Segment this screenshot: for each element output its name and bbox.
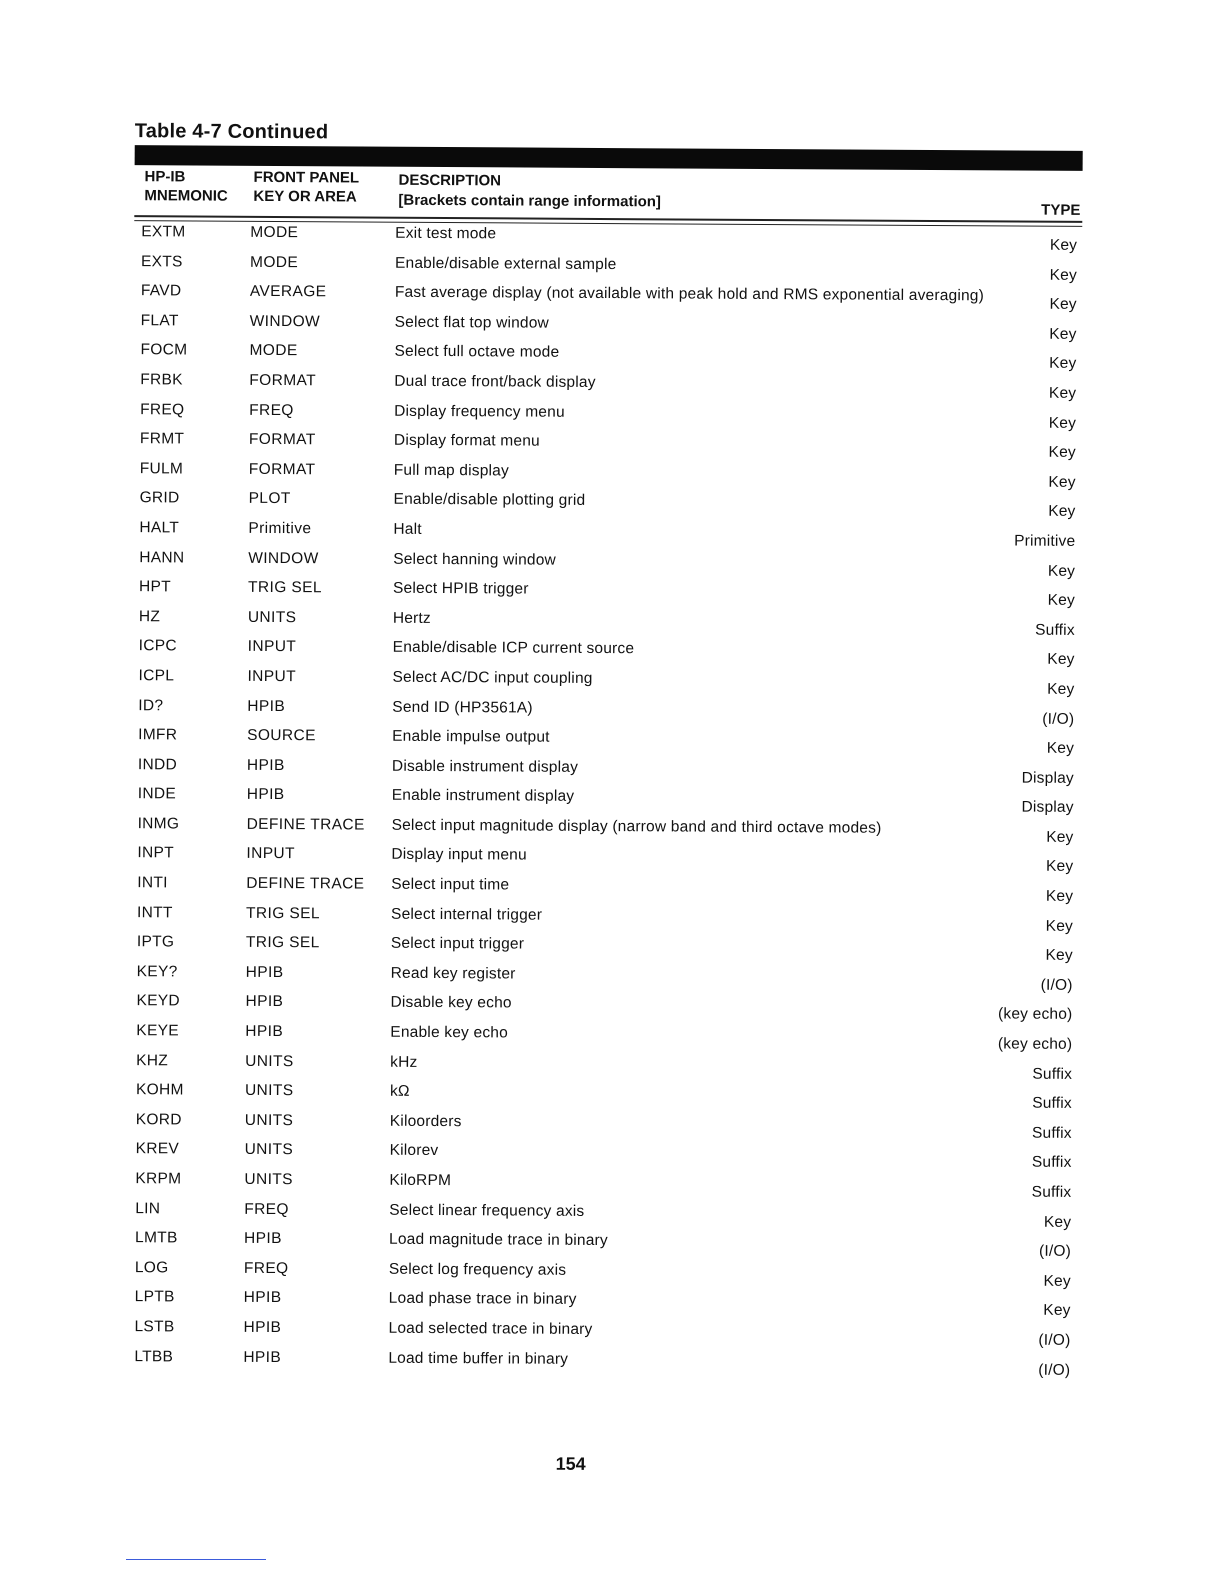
description-cell: Exit test mode: [395, 224, 497, 243]
description-cell: Enable/disable ICP current source: [392, 639, 635, 658]
footer-line: [126, 1559, 266, 1560]
mnemonic-cell: INMG: [137, 815, 180, 833]
description-cell: Disable instrument display: [391, 757, 579, 776]
type-cell: Key: [1045, 887, 1074, 905]
panel-cell: Primitive: [248, 519, 312, 538]
mnemonic-cell: EXTM: [141, 223, 186, 241]
description-cell: Select flat top window: [394, 313, 550, 332]
mnemonic-cell: LMTB: [135, 1229, 178, 1247]
type-cell: Key: [1046, 828, 1074, 846]
mnemonic-cell: LTBB: [134, 1347, 174, 1365]
mnemonic-cell: IMFR: [138, 726, 178, 744]
type-cell: Primitive: [1014, 532, 1076, 550]
type-cell: Key: [1048, 443, 1076, 462]
panel-cell: INPUT: [247, 667, 297, 686]
type-cell: Key: [1049, 236, 1078, 254]
mnemonic-cell: KHZ: [136, 1051, 169, 1069]
description-cell: Send ID (HP3561A): [392, 698, 533, 717]
panel-cell: UNITS: [244, 1111, 294, 1129]
mnemonic-cell: ICPC: [138, 637, 177, 655]
panel-cell: MODE: [250, 223, 299, 242]
description-cell: Select internal trigger: [391, 905, 543, 924]
panel-cell: WINDOW: [249, 312, 321, 331]
description-cell: Enable/disable external sample: [394, 254, 617, 273]
type-cell: Key: [1049, 295, 1077, 314]
mnemonic-cell: HZ: [138, 607, 161, 626]
description-cell: Load magnitude trace in binary: [389, 1230, 608, 1250]
type-cell: (I/O): [1040, 976, 1073, 994]
description-cell: Hertz: [392, 609, 431, 627]
panel-cell: SOURCE: [247, 726, 316, 745]
description-cell: Load time buffer in binary: [388, 1349, 569, 1368]
mnemonic-cell: INDD: [137, 755, 178, 774]
description-cell: Load selected trace in binary: [388, 1319, 593, 1338]
type-cell: Suffix: [1035, 621, 1075, 639]
description-cell: Display frequency menu: [394, 402, 565, 421]
type-cell: (I/O): [1038, 1242, 1072, 1261]
description-cell: Select linear frequency axis: [389, 1201, 585, 1220]
mnemonic-cell: KEYE: [136, 1022, 179, 1040]
mnemonic-cell: HPT: [138, 578, 172, 596]
mnemonic-cell: LOG: [134, 1258, 169, 1277]
header-type: TYPE: [1041, 201, 1081, 219]
panel-cell: WINDOW: [248, 549, 319, 567]
panel-cell: HPIB: [246, 756, 285, 774]
header-description-line1: DESCRIPTION: [398, 171, 502, 190]
description-cell: Enable/disable plotting grid: [393, 491, 586, 510]
type-cell: Key: [1047, 562, 1076, 580]
mnemonic-cell: INDE: [137, 785, 177, 803]
panel-cell: UNITS: [247, 608, 297, 626]
description-cell: Enable key echo: [390, 1023, 508, 1042]
type-cell: Suffix: [1032, 1065, 1073, 1083]
header-panel-line1: FRONT PANEL: [253, 168, 360, 187]
mnemonic-cell: HALT: [139, 519, 180, 537]
description-cell: kHz: [390, 1053, 418, 1071]
type-cell: Key: [1049, 266, 1078, 284]
description-cell: Select HPIB trigger: [392, 579, 529, 598]
mnemonic-cell: KRPM: [135, 1170, 182, 1188]
panel-cell: HPIB: [245, 1022, 284, 1041]
mnemonic-cell: KREV: [135, 1140, 180, 1158]
mnemonic-cell: KEYD: [136, 992, 180, 1010]
panel-cell: MODE: [249, 253, 299, 271]
mnemonic-cell: FLAT: [140, 311, 179, 330]
description-cell: Full map display: [393, 461, 510, 480]
type-cell: Suffix: [1032, 1094, 1072, 1113]
panel-cell: FORMAT: [249, 371, 317, 390]
mnemonic-cell: LPTB: [134, 1288, 175, 1306]
mnemonic-cell: LSTB: [134, 1318, 175, 1336]
panel-cell: UNITS: [244, 1170, 293, 1189]
description-cell: Select hanning window: [393, 550, 557, 569]
panel-cell: MODE: [249, 342, 298, 360]
type-cell: (I/O): [1038, 1361, 1071, 1379]
panel-cell: HPIB: [244, 1230, 282, 1248]
panel-cell: UNITS: [244, 1082, 294, 1100]
type-cell: (key echo): [998, 1005, 1073, 1024]
description-cell: Select input time: [391, 875, 510, 894]
panel-cell: HPIB: [247, 697, 286, 715]
type-cell: (I/O): [1042, 710, 1075, 728]
mnemonic-cell: FRBK: [140, 371, 183, 389]
panel-cell: HPIB: [246, 786, 285, 804]
type-cell: Key: [1048, 473, 1076, 491]
header-description-line2: [Brackets contain range information]: [398, 191, 662, 211]
description-cell: Disable key echo: [390, 994, 512, 1012]
mnemonic-cell: INTT: [137, 903, 173, 922]
page-number: 154: [555, 1453, 586, 1474]
panel-cell: DEFINE TRACE: [246, 874, 365, 893]
type-cell: Key: [1045, 946, 1073, 965]
description-cell: Display format menu: [393, 431, 540, 450]
description-cell: Dual trace front/back display: [394, 372, 596, 391]
mnemonic-cell: FRMT: [139, 430, 185, 448]
type-cell: Suffix: [1031, 1124, 1072, 1142]
panel-cell: UNITS: [244, 1141, 294, 1159]
description-cell: Display input menu: [391, 846, 527, 865]
panel-cell: FREQ: [249, 401, 294, 419]
table-body: [116, 223, 1083, 1383]
type-cell: Display: [1021, 769, 1074, 787]
mnemonic-cell: INTI: [137, 874, 168, 892]
panel-cell: HPIB: [243, 1318, 282, 1337]
type-cell: Key: [1048, 503, 1076, 521]
table-header: [134, 165, 1082, 221]
table-row: [116, 1348, 1076, 1383]
panel-cell: FREQ: [243, 1259, 289, 1277]
description-cell: Kilorev: [389, 1142, 439, 1160]
description-cell: Select input magnitude display (narrow band and third octave modes): [391, 816, 882, 837]
type-cell: Key: [1048, 414, 1077, 432]
mnemonic-cell: HANN: [139, 548, 185, 566]
mnemonic-cell: LIN: [135, 1199, 161, 1217]
table-title: Table 4-7 Continued: [134, 120, 329, 144]
panel-cell: FORMAT: [248, 460, 316, 479]
panel-cell: TRIG SEL: [245, 934, 320, 952]
panel-cell: HPIB: [243, 1348, 282, 1366]
type-cell: Key: [1048, 384, 1077, 402]
mnemonic-cell: EXTS: [140, 252, 183, 271]
description-cell: KiloRPM: [389, 1171, 452, 1190]
panel-cell: TRIG SEL: [247, 578, 322, 597]
type-cell: Key: [1049, 325, 1077, 343]
description-cell: Enable impulse output: [392, 727, 550, 746]
description-cell: Select input trigger: [390, 934, 525, 953]
description-cell: Select full octave mode: [394, 343, 560, 362]
type-cell: Suffix: [1031, 1183, 1072, 1201]
description-cell: Halt: [393, 520, 422, 538]
mnemonic-cell: KEY?: [136, 963, 178, 981]
header-mnemonic-line1: HP-IB: [144, 168, 186, 186]
type-cell: Key: [1047, 651, 1075, 669]
description-cell: Enable instrument display: [391, 787, 575, 806]
mnemonic-cell: KOHM: [135, 1081, 184, 1099]
description-cell: Kiloorders: [389, 1112, 462, 1130]
panel-cell: UNITS: [245, 1052, 294, 1070]
type-cell: (I/O): [1038, 1331, 1071, 1349]
mnemonic-cell: INPT: [137, 844, 174, 862]
panel-cell: HPIB: [243, 1289, 282, 1307]
mnemonic-cell: ICPL: [138, 667, 175, 685]
description-cell: Read key register: [390, 964, 516, 983]
type-cell: Key: [1049, 355, 1077, 373]
description-cell: kΩ: [389, 1082, 410, 1101]
type-cell: Key: [1047, 680, 1075, 698]
type-cell: Key: [1043, 1302, 1071, 1320]
type-cell: Key: [1046, 739, 1075, 757]
mnemonic-cell: FAVD: [140, 282, 182, 300]
panel-cell: INPUT: [246, 845, 295, 863]
header-panel-line2: KEY OR AREA: [253, 187, 357, 206]
panel-cell: FORMAT: [248, 431, 316, 449]
mnemonic-cell: KORD: [135, 1110, 182, 1129]
type-cell: (key echo): [997, 1035, 1073, 1053]
type-cell: Key: [1043, 1272, 1071, 1290]
description-cell: Select log frequency axis: [388, 1260, 567, 1279]
mnemonic-cell: IPTG: [136, 933, 175, 951]
panel-cell: FREQ: [244, 1200, 289, 1218]
type-cell: Key: [1045, 917, 1074, 935]
header-mnemonic-line2: MNEMONIC: [144, 187, 228, 205]
mnemonic-cell: FREQ: [140, 400, 185, 419]
mnemonic-cell: GRID: [139, 489, 180, 507]
panel-cell: INPUT: [247, 638, 297, 656]
panel-cell: HPIB: [245, 963, 284, 981]
type-cell: Suffix: [1031, 1154, 1072, 1172]
description-cell: Select AC/DC input coupling: [392, 668, 593, 687]
type-cell: Display: [1021, 798, 1074, 817]
mnemonic-cell: FULM: [139, 459, 184, 478]
panel-cell: DEFINE TRACE: [246, 815, 365, 834]
mnemonic-cell: FOCM: [140, 341, 188, 359]
type-cell: Key: [1047, 591, 1076, 610]
mnemonic-cell: ID?: [138, 696, 164, 714]
description-cell: Load phase trace in binary: [388, 1290, 577, 1309]
panel-cell: AVERAGE: [249, 283, 327, 301]
panel-cell: TRIG SEL: [246, 904, 320, 922]
panel-cell: HPIB: [245, 993, 284, 1011]
panel-cell: PLOT: [248, 490, 291, 508]
type-cell: Key: [1045, 858, 1074, 876]
type-cell: Key: [1043, 1213, 1072, 1231]
description-cell: Fast average display (not available with peak hold and RMS exponential averaging): [394, 283, 985, 305]
